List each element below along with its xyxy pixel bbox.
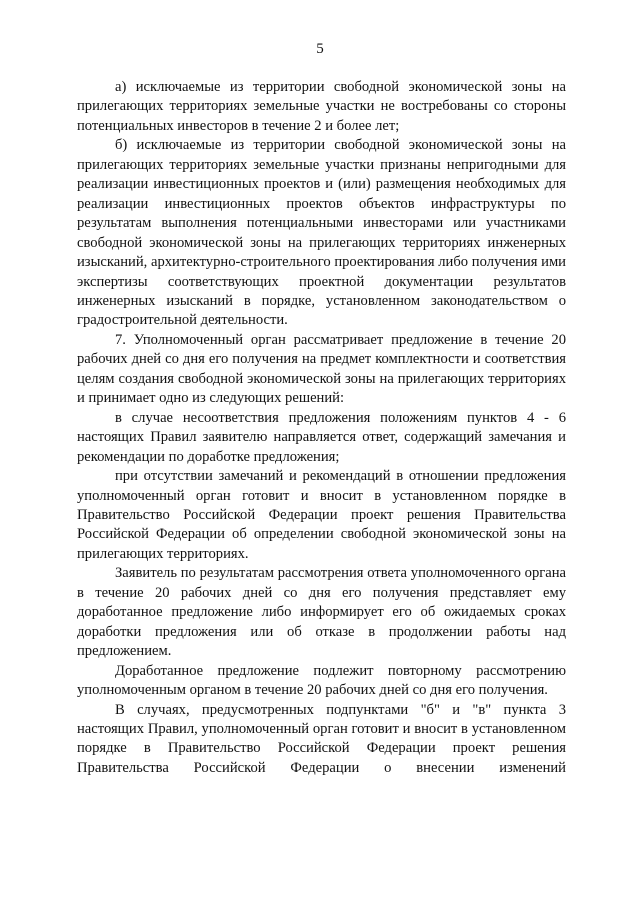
paragraph-7: 7. Уполномоченный орган рассматривает предложение в течение 20 рабочих дней со дня его получения на предмет комплектности и соответствия целям создания свободной экономической зоны на прилегающих территориях и принимает одно из следующих решений: <box>77 331 566 407</box>
paragraph-nonconformity-case: в случае несоответствия предложения положениям пунктов 4 - 6 настоящих Правил заявителю направляется ответ, содержащий замечания и рекомендации по доработке предложения; <box>77 409 566 465</box>
document-body <box>77 78 566 778</box>
paragraph-applicant-response: Заявитель по результатам рассмотрения ответа уполномоченного органа в течение 20 рабочих дней со дня его получения представляет ему доработанное предложение либо информирует его об ожидаемых сроках доработки предложения или об отказе в продолжении работы над предложением. <box>77 565 566 660</box>
paragraph-no-remarks-case: при отсутствии замечаний и рекомендаций в отношении предложения уполномоченный орган готовит и вносит в установленном порядке в Правительство Российской Федерации проект решения Правительства Российской Федерации об определении свободной экономической зоны на прилегающих территориях. <box>77 468 566 562</box>
paragraph-b: б) исключаемые из территории свободной экономической зоны на прилегающих территориях земельные участки признаны непригодными для реализации инвестиционных проектов и (или) размещения необходимых для реализации инвестиционных проектов объектов инфраструктуры по результатам выполнения потенциальными инвесторами или участниками свободной экономической зоны на прилегающих территориях инженерных изысканий, архитектурно-строительного проектирования либо получения ими экспертизы соответствующих проектной документации результатов инженерных изысканий в порядке, установленном законодательством о градостроительной деятельности. <box>77 137 566 329</box>
page-number: 5 <box>316 41 324 57</box>
paragraph-a: а) исключаемые из территории свободной экономической зоны на прилегающих территориях земельные участки не востребованы со стороны потенциальных инвесторов в течение 2 и более лет; <box>77 79 566 134</box>
paragraph-repeat-review: Доработанное предложение подлежит повторному рассмотрению уполномоченным органом в течение 20 рабочих дней со дня его получения. <box>77 662 566 699</box>
paragraph-amendments: В случаях, предусмотренных подпунктами "б" и "в" пункта 3 настоящих Правил, уполномоченный орган готовит и вносит в установленном порядке в Правительство Российской Федерации проект решения Правительства Российской Федерации о внесении изменений <box>77 701 566 776</box>
